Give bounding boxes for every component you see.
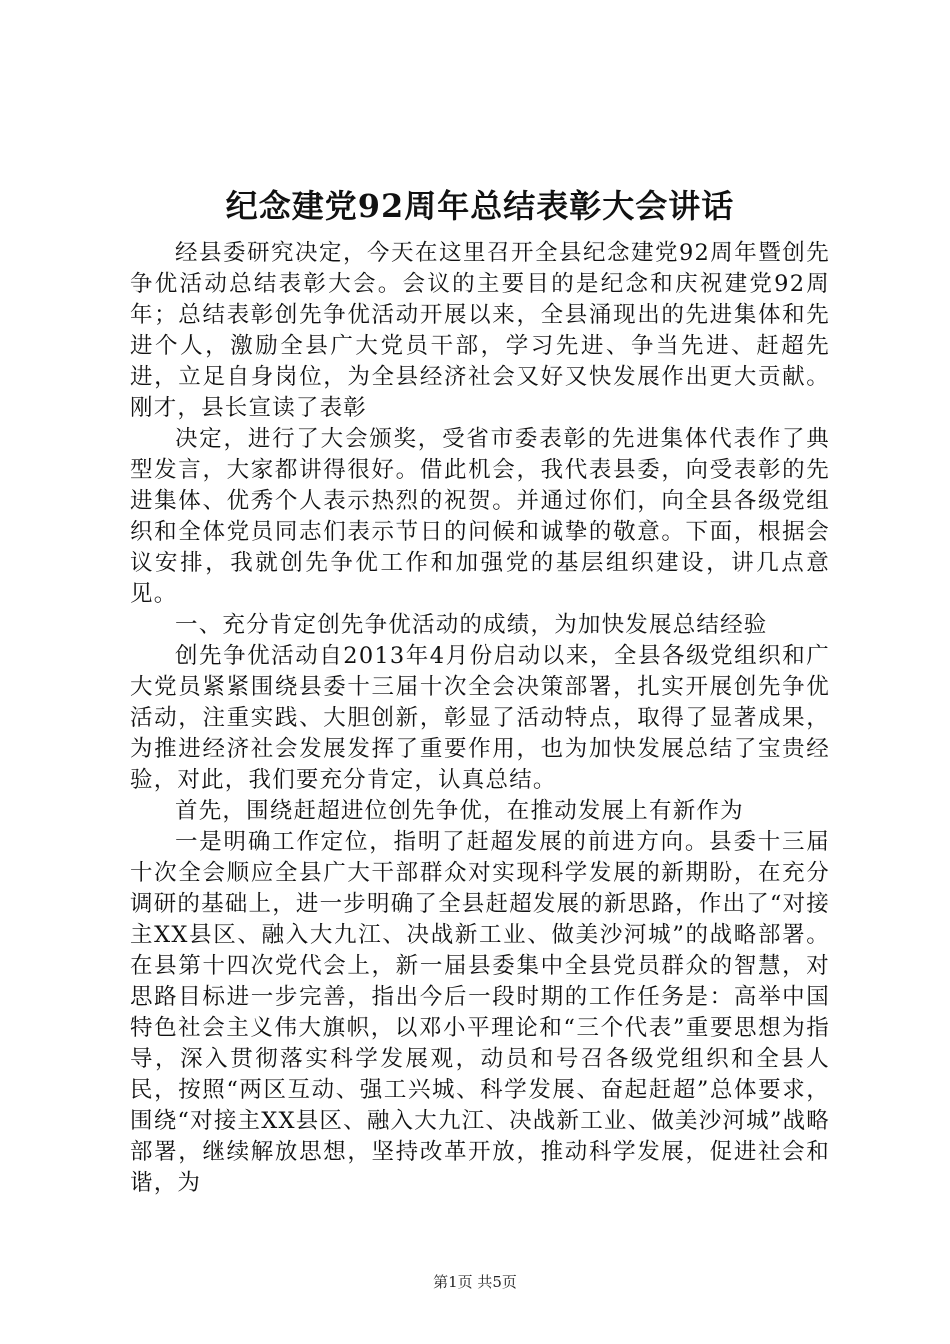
document-body: [130, 238, 830, 1199]
paragraph: 决定，进行了大会颁奖，受省市委表彰的先进集体代表作了典型发言，大家都讲得很好。借此机会，我代表县委，向受表彰的先进集体、优秀个人表示热烈的祝贺。并通过你们，向全县各级党组织和全体党员同志们表示节日的问候和诚挚的敬意。下面，根据会议安排，我就创先争优工作和加强党的基层组织建设，讲几点意见。: [130, 426, 830, 607]
subsection-heading: 首先，围绕赶超进位创先争优，在推动发展上有新作为: [175, 798, 744, 824]
section-heading: 一、充分肯定创先争优活动的成绩，为加快发展总结经验: [175, 612, 768, 638]
page-number-footer: 第1页 共5页: [433, 1273, 517, 1291]
paragraph: 经县委研究决定，今天在这里召开全县纪念建党92周年暨创先争优活动总结表彰大会。会议的主要目的是纪念和庆祝建党92周年；总结表彰创先争优活动开展以来，全县涌现出的先进集体和先进个人，激励全县广大党员干部，学习先进、争当先进、赶超先进，立足自身岗位，为全县经济社会又好又快发展作出更大贡献。刚才，县长宣读了表彰: [130, 240, 830, 421]
document-title: 纪念建党92周年总结表彰大会讲话: [225, 187, 735, 225]
paragraph: 创先争优活动自2013年4月份启动以来，全县各级党组织和广大党员紧紧围绕县委十三届十次全会决策部署，扎实开展创先争优活动，注重实践、大胆创新，彰显了活动特点，取得了显著成果，为推进经济社会发展发挥了重要作用，也为加快发展总结了宝贵经验，对此，我们要充分肯定，认真总结。: [130, 643, 830, 793]
paragraph: 一是明确工作定位，指明了赶超发展的前进方向。县委十三届十次全会顺应全县广大干部群众对实现科学发展的新期盼，在充分调研的基础上，进一步明确了全县赶超发展的新思路，作出了“对接主XX县区、融入大九江、决战新工业、做美沙河城”的战略部署。在县第十四次党代会上，新一届县委集中全县党员群众的智慧，对思路目标进一步完善，指出今后一段时期的工作任务是：高举中国特色社会主义伟大旗帜，以邓小平理论和“三个代表”重要思想为指导，深入贯彻落实科学发展观，动员和号召各级党组织和全县人民，按照“两区互动、强工兴城、科学发展、奋起赶超”总体要求，围绕“对接主XX县区、融入大九江、决战新工业、做美沙河城”战略部署，继续解放思想，坚持改革开放，推动科学发展，促进社会和谐，为: [130, 829, 831, 1196]
